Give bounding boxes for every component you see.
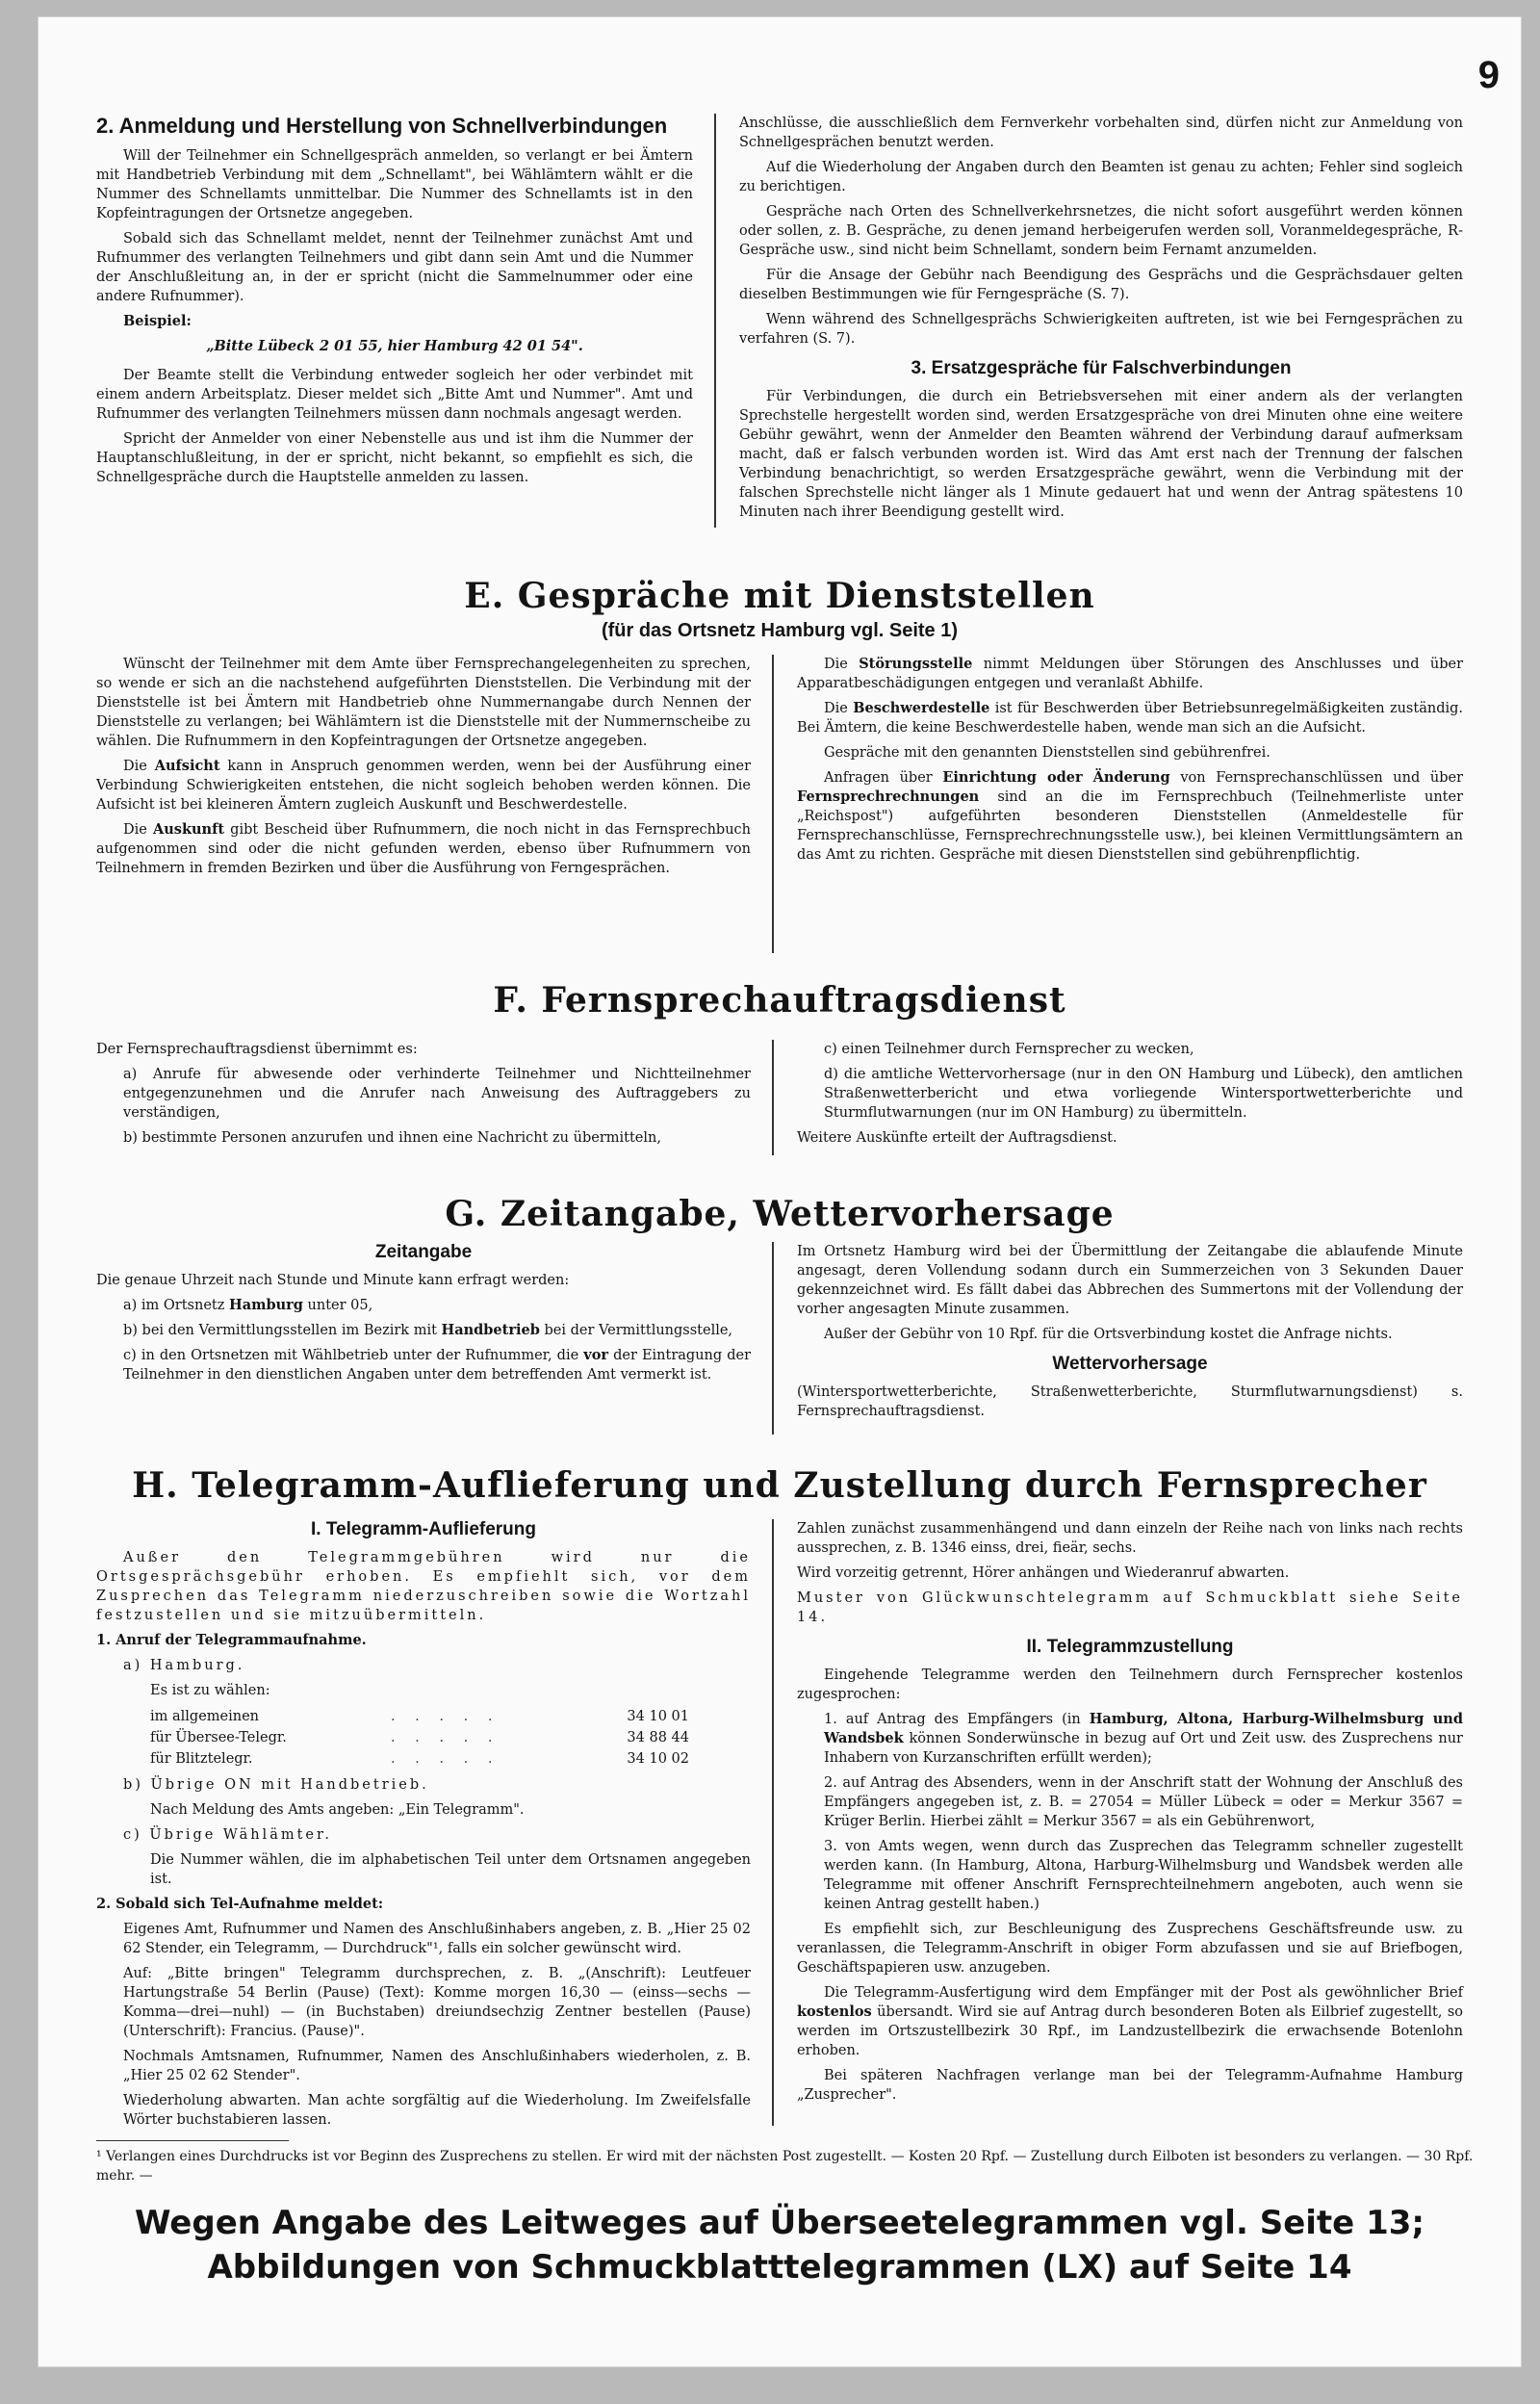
footnote-rule: [96, 2140, 289, 2141]
paragraph: Muster von Glückwunschtelegramm auf Schmuckblatt siehe Seite 14.: [797, 1590, 1463, 1625]
paragraph: Will der Teilnehmer ein Schnellgespräch anmelden, so verlangt er bei Ämtern mit Handbetrieb Verbindung mit dem „Schnellamt", bei Wählämtern wählt er die Nummer des Schnellamts unmittelbar. Die Nummer des Schnellamts ist in den Kopfeintragungen der Ortsnetze angegeben.: [96, 148, 693, 221]
paragraph: Außer den Telegrammgebühren wird nur die Ortsgesprächsgebühr erhoben. Es empfiehlt sich, vor dem Zusprechen das Telegramm niederzuschreiben sowie die Wortzahl festzustellen und sie mitzuübermitteln.: [96, 1550, 751, 1623]
list-item: a) Hamburg.: [123, 1658, 245, 1673]
paragraph: Es ist zu wählen:: [150, 1683, 270, 1698]
paragraph: Weitere Auskünfte erteilt der Auftragsdienst.: [797, 1130, 1117, 1146]
term-auskunft: Auskunft: [153, 821, 225, 838]
section-d-left: [38, 114, 714, 528]
list-item: b) Übrige ON mit Handbetrieb.: [123, 1777, 429, 1793]
paragraph: Auf die Wiederholung der Angaben durch den Beamten ist genau zu achten; Fehler sind sogleich zu berichtigen.: [739, 160, 1463, 194]
bottom-banner: [77, 2201, 1482, 2289]
heading-schnellverbindungen: 2. Anmeldung und Herstellung von Schnellverbindungen: [96, 114, 668, 138]
paragraph: Nochmals Amtsnamen, Rufnummer, Namen des Anschlußinhabers wiederholen, z. B. „Hier 25 02 62 Stender".: [123, 2049, 751, 2083]
paragraph: Wird vorzeitig getrennt, Hörer anhängen und Wiederanruf abwarten.: [797, 1565, 1290, 1581]
section-g-left: [38, 1242, 772, 1435]
paragraph: Im Ortsnetz Hamburg wird bei der Übermittlung der Zeitangabe die ablaufende Minute angesagt, deren Vollendung sodann durch ein Summerzeichen von 3 Sekunden Dauer gekennzeichnet wird. Es fällt dabei das Abbrechen des Summertons mit der Vollendung der vorher angesagten Minute zusammen.: [797, 1244, 1463, 1317]
section-f-left: [38, 1040, 772, 1155]
paragraph: Anfragen über Einrichtung oder Änderung von Fernsprechanschlüssen und über Fernsprechrechnungen sind an die im Fernsprechbuch (Teilnehmerliste unter „Reichspost") aufgeführten besonderen Dienststellen (Anmeldestelle für Fernsprechanschlüsse, Fernsprechrechnungsstelle usw.), bei kleinen Vermittlungsämtern an das Amt zu richten. Gespräche mit diesen Dienststellen sind gebührenpflichtig.: [797, 769, 1464, 863]
paragraph: Es empfiehlt sich, zur Beschleunigung des Zusprechens Geschäftsfreunde usw. zu veranlassen, die Telegramm-Anschrift in obiger Form abzufassen und sie auf Briefbogen, Geschäftspapieren usw. anzugeben.: [797, 1922, 1463, 1976]
heading-ersatzgespraeche: 3. Ersatzgespräche für Falschverbindungen: [911, 358, 1292, 378]
example-label: Beispiel:: [123, 313, 192, 329]
paragraph: (Wintersportwetterberichte, Straßenwetterberichte, Sturmflutwarnungsdienst) s. Fernsprechauftragsdienst.: [797, 1384, 1463, 1419]
document-page: [38, 17, 1521, 2366]
list-item: 3. von Amts wegen, wenn durch das Zusprechen das Telegramm schneller zugestellt werden kann. (In Hamburg, Altona, Harburg-Wilhelmsburg und Wandsbek werden alle Telegramme mit offener Anschrift Fernsprechteilnehmern angeboten, auch wenn sie keinen Antrag gestellt haben.): [824, 1839, 1463, 1912]
example-text: „Bitte Lübeck 2 01 55, hier Hamburg 42 01 54".: [206, 338, 583, 354]
paragraph: Nach Meldung des Amts angeben: „Ein Telegramm".: [150, 1802, 525, 1818]
paragraph: Zahlen zunächst zusammenhängend und dann einzeln der Reihe nach von links nach rechts aussprechen, z. B. 1346 einss, drei, fieär, sechs.: [797, 1521, 1463, 1556]
paragraph: Die Nummer wählen, die im alphabetischen Teil unter dem Ortsnamen angegeben ist.: [150, 1852, 751, 1887]
subheading-zustellung: II. Telegrammzustellung: [1026, 1637, 1234, 1657]
paragraph: Gespräche mit den genannten Dienststellen sind gebührenfrei.: [824, 745, 1270, 761]
paragraph: Die Auskunft gibt Bescheid über Rufnummern, die noch nicht in das Fernsprechbuch aufgenommen sind oder die nicht gefunden werden, ebenso über Rufnummern von Teilnehmern in fremden Bezirken und über die Ausführung von Ferngesprächen.: [96, 821, 751, 876]
table-row: im allgemeinen . . . . . 34 10 01: [150, 1709, 689, 1724]
phone-number-table: [150, 1706, 689, 1770]
paragraph: Die Beschwerdestelle ist für Beschwerden über Betriebsunregelmäßigkeiten zuständig. Bei Ämtern, die keine Beschwerdestelle haben, wende man sich an die Aufsicht.: [797, 700, 1463, 736]
section-d-right: [716, 114, 1521, 528]
section-g: [38, 1242, 1521, 1435]
paragraph: Der Fernsprechauftragsdienst übernimmt es:: [96, 1042, 418, 1057]
list-item: c) Übrige Wählämter.: [123, 1827, 332, 1843]
paragraph: Eigenes Amt, Rufnummer und Namen des Anschlußinhabers angeben, z. B. „Hier 25 02 62 Stender, ein Telegramm, — Durchdruck"¹, falls ein solcher gewünscht wird.: [123, 1922, 751, 1956]
paragraph: Bei späteren Nachfragen verlange man bei der Telegramm-Aufnahme Hamburg „Zusprecher".: [797, 2068, 1463, 2103]
section-f-right: [774, 1040, 1521, 1155]
section-g-right: [774, 1242, 1521, 1435]
list-item: c) in den Ortsnetzen mit Wählbetrieb unter der Rufnummer, die vor der Eintragung der Teilnehmer in den dienstlichen Angaben unter dem betreffenden Amt vermerkt ist.: [123, 1347, 752, 1383]
table-row: für Übersee-Telegr. . . . . . 34 88 44: [150, 1730, 689, 1745]
list-item: c) einen Teilnehmer durch Fernsprecher zu wecken,: [824, 1042, 1194, 1057]
paragraph: Für die Ansage der Gebühr nach Beendigung des Gesprächs und die Gesprächsdauer gelten dieselben Bestimmungen wie für Ferngespräche (S. 7).: [739, 268, 1463, 302]
term-beschwerdestelle: Beschwerdestelle: [853, 700, 990, 716]
step-heading: 1. Anruf der Telegrammaufnahme.: [96, 1632, 367, 1648]
paragraph: Sobald sich das Schnellamt meldet, nennt der Teilnehmer zunächst Amt und Rufnummer des verlangten Teilnehmers und gibt dann sein Amt und die Nummer der Anschlußleitung an, in der er spricht (nicht die Sammelnummer oder eine andere Rufnummer).: [96, 231, 693, 304]
section-h-right: [774, 1519, 1521, 2135]
section-e-left: [38, 655, 772, 953]
subheading-auflieferung: I. Telegramm-Auflieferung: [310, 1519, 536, 1539]
paragraph: Für Verbindungen, die durch ein Betriebsversehen mit einer andern als der verlangten Sprechstelle hergestellt worden sind, werden Ersatzgespräche von drei Minuten ohne eine weitere Gebühr gewährt, wenn der Anmelder den Beamten während der Verbindung darauf aufmerksam macht, daß er falsch verbunden worden ist. Wird das Amt erst nach der Trennung der falschen Verbindung benachrichtigt, so werden Ersatzgespräche gewährt, wenn die Verbindung mit der falschen Sprechstelle nicht länger als 1 Minute gedauert hat und wenn der Antrag spätestens 10 Minuten nach ihrer Beendigung gestellt wird.: [739, 389, 1463, 520]
paragraph: Außer der Gebühr von 10 Rpf. für die Ortsverbindung kostet die Anfrage nichts.: [824, 1327, 1393, 1342]
paragraph: Anschlüsse, die ausschließlich dem Fernverkehr vorbehalten sind, dürfen nicht zur Anmeldung von Schnellgesprächen benutzt werden.: [739, 116, 1463, 150]
section-e-subtitle: (für das Ortsnetz Hamburg vgl. Seite 1): [601, 620, 959, 641]
section-g-title: G. Zeitangabe, Wettervorhersage: [445, 1194, 1115, 1234]
list-item: 1. auf Antrag des Empfängers (in Hamburg, Altona, Harburg-Wilhelmsburg und Wandsbek können Sonderwünsche in bezug auf Ort und Zeit usw. des Zusprechens nur Inhabern von Kurzanschriften erfüllt werden);: [824, 1711, 1463, 1766]
section-e-title: E. Gespräche mit Dienststellen: [464, 576, 1095, 616]
list-item: a) Anrufe für abwesende oder verhinderte Teilnehmer und Nichtteilnehmer entgegenzunehmen und die Anrufer nach Anweisung des Auftraggebers zu verständigen,: [123, 1067, 751, 1121]
list-item: 2. auf Antrag des Absenders, wenn in der Anschrift statt der Wohnung der Anschluß des Empfängers angegeben ist, z. B. = 27054 = Müller Lübeck = oder = Merkur 3567 = Krüger Berlin. Hierbei zählt = Merkur 3567 = als ein Gebührenwort,: [824, 1775, 1463, 1829]
paragraph: Der Beamte stellt die Verbindung entweder sogleich her oder verbindet mit einem andern Arbeitsplatz. Dieser meldet sich „Bitte Amt und Nummer". Amt und Rufnummer des verlangten Teilnehmers müssen dann nochmals angesagt werden.: [96, 368, 693, 422]
paragraph: Wünscht der Teilnehmer mit dem Amte über Fernsprechangelegenheiten zu sprechen, so wende er sich an die nachstehend aufgeführten Dienststellen. Die Verbindung mit der Dienststelle ist bei Ämtern mit Handbetrieb ohne Nummernangabe durch Nennen der Dienststelle zu verlangen; bei Wählämtern ist die Dienststelle mit der Nummernscheibe zu wählen. Die Rufnummern in den Kopfeintragungen der Ortsnetze angegeben.: [96, 657, 751, 749]
list-item: b) bei den Vermittlungsstellen im Bezirk mit Handbetrieb bei der Vermittlungsstelle,: [123, 1322, 733, 1338]
paragraph: Die Aufsicht kann in Anspruch genommen werden, wenn bei der Ausführung einer Verbindung Schwierigkeiten entstehen, die nicht sogleich behoben werden können. Die Aufsicht ist bei kleineren Ämtern zugleich Auskunft und Beschwerdestelle.: [96, 758, 752, 813]
page-number: 9: [1477, 54, 1500, 96]
subheading-zeitangabe: Zeitangabe: [374, 1242, 473, 1262]
subheading-wettervorhersage: Wettervorhersage: [1052, 1354, 1208, 1374]
paragraph: Wiederholung abwarten. Man achte sorgfältig auf die Wiederholung. Im Zweifelsfalle Wörter buchstabieren lassen.: [123, 2093, 751, 2128]
list-item: a) im Ortsnetz Hamburg unter 05,: [123, 1297, 373, 1313]
list-item: b) bestimmte Personen anzurufen und ihnen eine Nachricht zu übermitteln,: [123, 1130, 661, 1146]
banner-line-1: Wegen Angabe des Leitweges auf Überseetelegrammen vgl. Seite 13;: [135, 2204, 1424, 2242]
paragraph: Auf: „Bitte bringen" Telegramm durchsprechen, z. B. „(Anschrift): Leutfeuer Hartungstraße 54 Berlin (Pause) (Text): Komme morgen 16,30 — (einss—sechs —Komma—drei—nuhl) — (in Buchstaben) dreiundsechzig Zentner bestellen (Pause) (Unterschrift): Francius. (Pause)".: [123, 1966, 751, 2039]
paragraph: Gespräche nach Orten des Schnellverkehrsnetzes, die nicht sofort ausgeführt werden können oder sollen, z. B. Gespräche, zu denen jemand herbeigerufen werden soll, Voranmeldegespräche, R-Gespräche usw., sind nicht beim Schnellamt, sondern beim Fernamt anzumelden.: [739, 204, 1463, 258]
section-e-right: [774, 655, 1521, 953]
table-row: für Blitztelegr. . . . . . 34 10 02: [150, 1751, 689, 1767]
list-item: d) die amtliche Wettervorhersage (nur in den ON Hamburg und Lübeck), den amtlichen Straßenwetterbericht und etwa vorliegende Wintersportwetterberichte und Sturmflutwarnungen (nur im ON Hamburg) zu übermitteln.: [824, 1067, 1463, 1121]
paragraph: Spricht der Anmelder von einer Nebenstelle aus und ist ihm die Nummer der Hauptanschlußleitung, in der er spricht, nicht bekannt, so empfiehlt es sich, die Schnellgespräche durch die Hauptstelle anmelden zu lassen.: [96, 431, 693, 485]
section-f-title: F. Fernsprechauftragsdienst: [493, 980, 1066, 1021]
footnote: ¹ Verlangen eines Durchdrucks ist vor Beginn des Zusprechens zu stellen. Er wird mit der nächsten Post zugestellt. — Kosten 20 Rpf. — Zustellung durch Eilboten ist besonders zu verlangen. — 30 Rpf. mehr. —: [96, 2149, 1474, 2184]
banner-line-2: Abbildungen von Schmuckblatttelegrammen (LX) auf Seite 14: [207, 2248, 1352, 2287]
term-stoerungsstelle: Störungsstelle: [859, 656, 973, 672]
section-h: [38, 1519, 1521, 2135]
step-heading: 2. Sobald sich Tel-Aufnahme meldet:: [96, 1896, 384, 1912]
paragraph: Wenn während des Schnellgesprächs Schwierigkeiten auftreten, ist wie bei Ferngesprächen zu verfahren (S. 7).: [739, 312, 1463, 347]
paragraph: Die Störungsstelle nimmt Meldungen über Störungen des Anschlusses und über Apparatbeschädigungen entgegen und veranlaßt Abhilfe.: [797, 656, 1464, 691]
section-h-left: [38, 1519, 772, 2135]
paragraph: Die genaue Uhrzeit nach Stunde und Minute kann erfragt werden:: [96, 1273, 570, 1288]
paragraph: Die Telegramm-Ausfertigung wird dem Empfänger mit der Post als gewöhnlicher Brief kostenlos übersandt. Wird sie auf Antrag durch besonderen Boten als Eilbrief zugestellt, so werden im Ortszustellbezirk 30 Rpf., im Landzustellbezirk die erwachsende Botenlohn erhoben.: [797, 1985, 1463, 2058]
section-e: [38, 655, 1521, 953]
section-f: [38, 1040, 1521, 1155]
term-aufsicht: Aufsicht: [154, 758, 220, 774]
section-d: [38, 114, 1521, 528]
paragraph: Eingehende Telegramme werden den Teilnehmern durch Fernsprecher kostenlos zugesprochen:: [797, 1667, 1463, 1702]
section-h-title: H. Telegramm-Auflieferung und Zustellung durch Fernsprecher: [132, 1465, 1427, 1506]
